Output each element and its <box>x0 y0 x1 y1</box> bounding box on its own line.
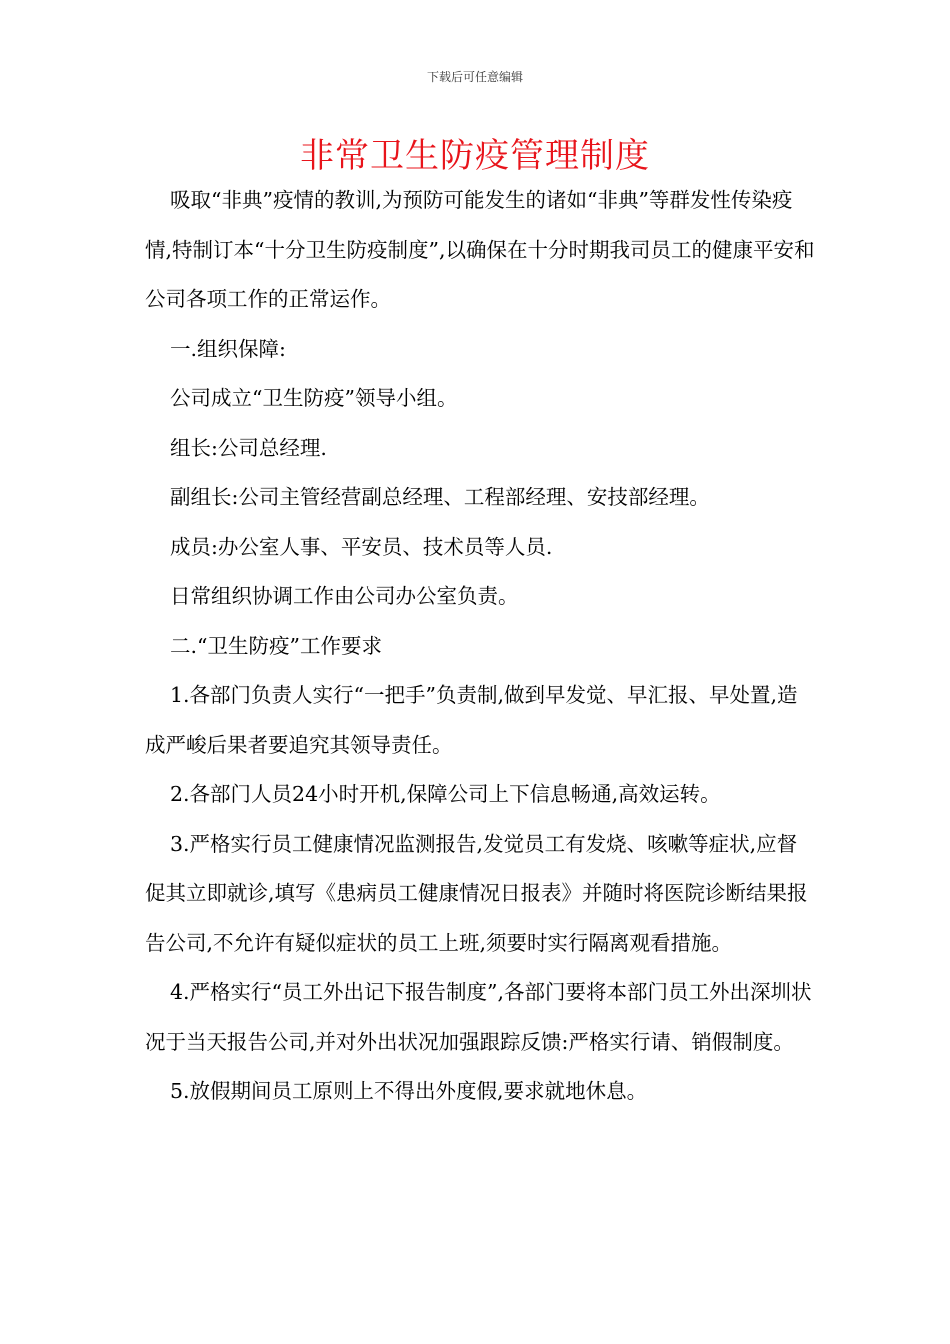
document-title: 非常卫生防疫管理制度 <box>300 136 650 176</box>
paragraph-item-1: 1.各部门负责人实行“一把手”负责制,做到早发觉、早汇报、早处置,造成严峻后果者要追究其领导责任。 <box>145 683 798 757</box>
paragraph-daily-coordination: 日常组织协调工作由公司办公室负责。 <box>170 584 519 608</box>
header-note: 下载后可任意编辑 <box>426 70 523 84</box>
paragraph-item-3: 3.严格实行员工健康情况监测报告,发觉员工有发烧、咳嗽等症状,应督促其立即就诊,填写《患病员工健康情况日报表》并随时将医院诊断结果报告公司,不允许有疑似症状的员工上班,须要时实行隔离观看措施。 <box>145 831 808 955</box>
paragraph-item-4: 4.严格实行“员工外出记下报告制度”,各部门要将本部门员工外出深圳状况于当天报告公司,并对外出状况加强跟踪反馈:严格实行请、销假制度。 <box>145 980 812 1054</box>
paragraph-leading-group: 公司成立“卫生防疫”领导小组。 <box>170 386 458 410</box>
paragraph-group-leader: 组长:公司总经理. <box>170 435 327 460</box>
paragraph-section-1-heading: 一.组织保障: <box>170 336 286 361</box>
paragraph-item-5: 5.放假期间员工原则上不得出外度假,要求就地休息。 <box>170 1079 648 1103</box>
paragraph-intro: 吸取“非典”疫情的教训,为预防可能发生的诸如“非典”等群发性传染疫情,特制订本“十分卫生防疫制度”,以确保在十分时期我司员工的健康平安和公司各项工作的正常运作。 <box>145 188 815 311</box>
document-body <box>145 176 815 1117</box>
paragraph-deputy-leader: 副组长:公司主管经营副总经理、工程部经理、安技部经理。 <box>170 485 710 509</box>
paragraph-members: 成员:办公室人事、平安员、技术员等人员. <box>170 534 553 559</box>
paragraph-section-2-heading: 二.“卫生防疫”工作要求 <box>170 633 382 658</box>
paragraph-item-2: 2.各部门人员24小时开机,保障公司上下信息畅通,高效运转。 <box>170 782 721 806</box>
